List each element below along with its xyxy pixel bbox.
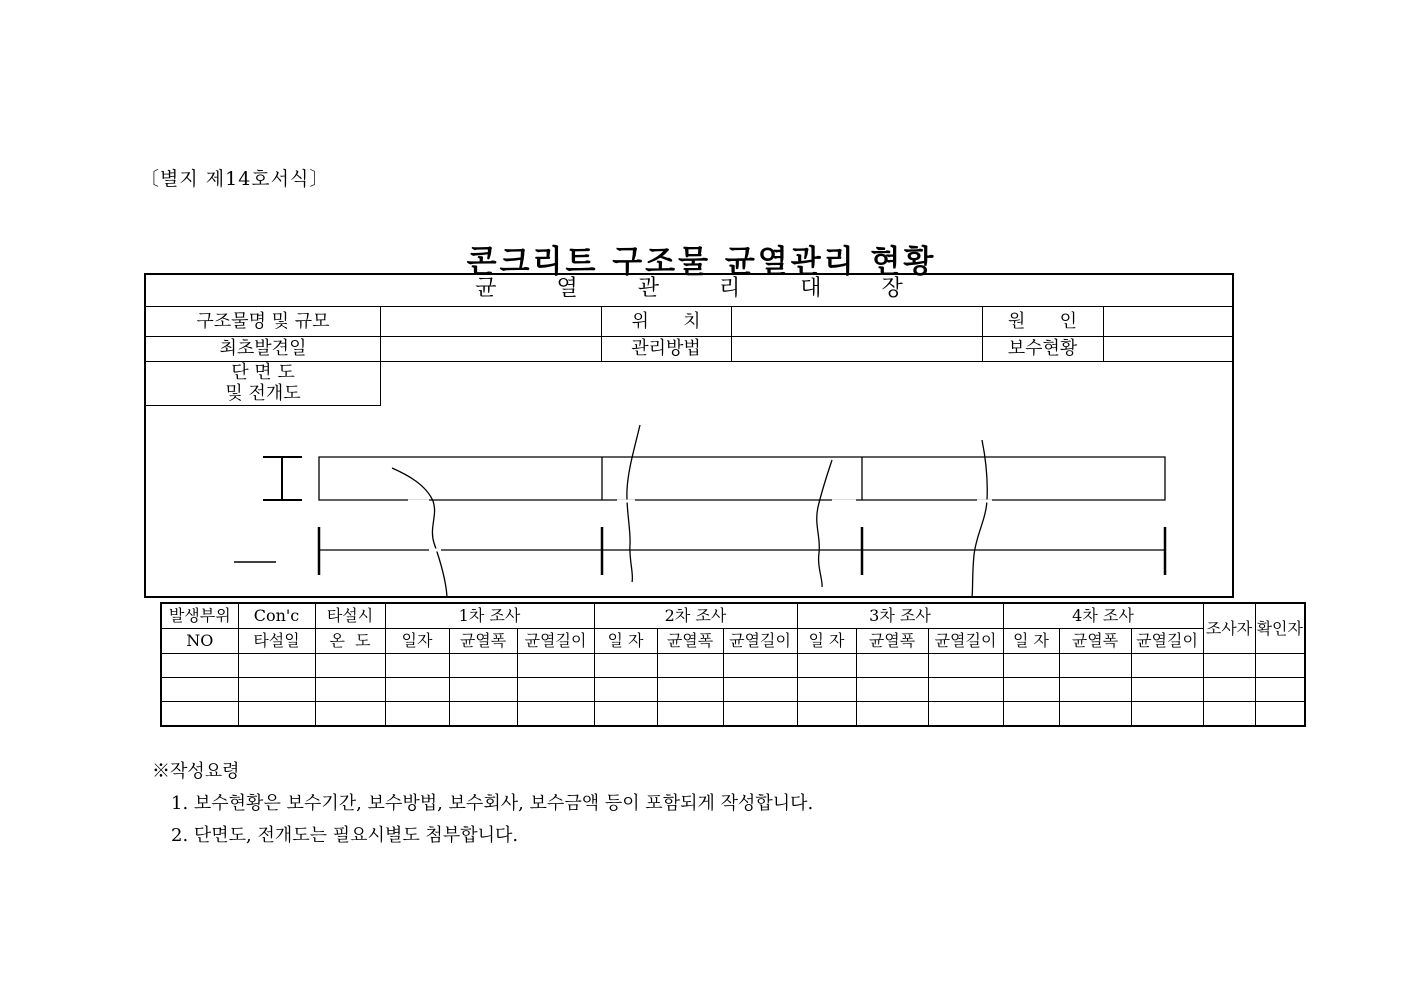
table-cell[interactable] bbox=[723, 678, 797, 702]
header-s1-width: 균열폭 bbox=[449, 629, 517, 654]
table-cell[interactable] bbox=[797, 678, 856, 702]
cause-label: 원 인 bbox=[1007, 311, 1078, 332]
elevation-tick bbox=[319, 527, 1165, 575]
table-cell[interactable] bbox=[928, 654, 1003, 678]
guideline-item: 2. 단면도, 전개도는 필요시별도 첨부합니다. bbox=[171, 825, 519, 846]
table-cell[interactable] bbox=[1131, 702, 1203, 727]
section-drawing-label-line1: 단 면 도 bbox=[231, 362, 295, 383]
table-cell[interactable] bbox=[385, 654, 449, 678]
table-cell[interactable] bbox=[1131, 678, 1203, 702]
table-cell[interactable] bbox=[449, 678, 517, 702]
table-cell[interactable] bbox=[315, 702, 385, 727]
table-row bbox=[161, 678, 1305, 702]
header-s1-length: 균열길이 bbox=[517, 629, 594, 654]
table-cell[interactable] bbox=[1203, 654, 1255, 678]
table-cell[interactable] bbox=[1059, 678, 1131, 702]
table-cell[interactable] bbox=[928, 702, 1003, 727]
ledger-header-char: 장 bbox=[881, 276, 903, 301]
table-row bbox=[161, 702, 1305, 727]
table-cell[interactable] bbox=[1059, 702, 1131, 727]
table-cell[interactable] bbox=[315, 678, 385, 702]
header-s1-date: 일자 bbox=[385, 629, 449, 654]
header-s2-width: 균열폭 bbox=[657, 629, 723, 654]
document-title: 콘크리트 구조물 균열관리 현황 bbox=[466, 244, 937, 280]
header-survey-1: 1차 조사 bbox=[385, 603, 594, 629]
table-cell[interactable] bbox=[161, 654, 238, 678]
table-cell[interactable] bbox=[723, 702, 797, 727]
header-s4-width: 균열폭 bbox=[1059, 629, 1131, 654]
table-cell[interactable] bbox=[1003, 678, 1059, 702]
section-drawing-label-line2: 및 전개도 bbox=[225, 383, 301, 404]
header-s3-length: 균열길이 bbox=[928, 629, 1003, 654]
header-s2-length: 균열길이 bbox=[723, 629, 797, 654]
ledger-header-char: 대 bbox=[800, 276, 822, 301]
management-method-label: 관리방법 bbox=[631, 338, 701, 359]
table-cell[interactable] bbox=[928, 678, 1003, 702]
crack-line bbox=[627, 425, 640, 582]
table-cell[interactable] bbox=[385, 678, 449, 702]
writing-guidelines bbox=[152, 756, 813, 852]
crack-line bbox=[817, 460, 832, 587]
table-cell[interactable] bbox=[856, 702, 928, 727]
table-cell[interactable] bbox=[1255, 702, 1305, 727]
table-cell[interactable] bbox=[517, 678, 594, 702]
table-cell[interactable] bbox=[1003, 702, 1059, 727]
table-cell[interactable] bbox=[315, 654, 385, 678]
table-cell[interactable] bbox=[594, 654, 657, 678]
table-cell[interactable] bbox=[238, 654, 315, 678]
table-cell[interactable] bbox=[856, 678, 928, 702]
repair-status-label: 보수현황 bbox=[1007, 338, 1078, 359]
ledger-header-char: 균 bbox=[475, 276, 497, 301]
header-investigator: 조사자 bbox=[1203, 603, 1255, 654]
form-number-label: 〔별지 제14호서식〕 bbox=[140, 168, 330, 190]
table-cell[interactable] bbox=[1059, 654, 1131, 678]
table-cell[interactable] bbox=[449, 702, 517, 727]
ledger-header-char: 열 bbox=[556, 276, 578, 301]
table-cell[interactable] bbox=[1131, 654, 1203, 678]
crack-line bbox=[972, 440, 987, 596]
header-temperature: 타설시 bbox=[315, 603, 385, 629]
table-cell[interactable] bbox=[657, 678, 723, 702]
beam-outline bbox=[319, 457, 1165, 500]
crack-line bbox=[392, 468, 447, 596]
location-label: 위 치 bbox=[631, 311, 701, 332]
structure-name-label: 구조물명 및 규모 bbox=[196, 311, 330, 332]
header-pour-date: 타설일 bbox=[238, 629, 315, 654]
table-cell[interactable] bbox=[1255, 654, 1305, 678]
table-cell[interactable] bbox=[238, 702, 315, 727]
crack-section-drawing bbox=[146, 275, 1232, 596]
table-cell[interactable] bbox=[517, 702, 594, 727]
header-s2-date: 일 자 bbox=[594, 629, 657, 654]
section-symbol bbox=[263, 457, 302, 500]
table-cell[interactable] bbox=[1255, 678, 1305, 702]
header-survey-2: 2차 조사 bbox=[594, 603, 797, 629]
table-row bbox=[161, 654, 1305, 678]
header-s3-width: 균열폭 bbox=[856, 629, 928, 654]
header-confirmer: 확인자 bbox=[1255, 603, 1305, 654]
header-s4-length: 균열길이 bbox=[1131, 629, 1203, 654]
table-cell[interactable] bbox=[594, 678, 657, 702]
table-cell[interactable] bbox=[797, 654, 856, 678]
header-location: 발생부위 bbox=[161, 603, 238, 629]
header-pour-temp: 온 도 bbox=[315, 629, 385, 654]
header-concrete: Con'c bbox=[238, 603, 315, 629]
table-cell[interactable] bbox=[161, 678, 238, 702]
table-cell[interactable] bbox=[161, 702, 238, 727]
table-cell[interactable] bbox=[657, 654, 723, 678]
ledger-header-char: 리 bbox=[719, 276, 741, 301]
table-cell[interactable] bbox=[856, 654, 928, 678]
table-cell[interactable] bbox=[238, 678, 315, 702]
table-cell[interactable] bbox=[517, 654, 594, 678]
crack-survey-table bbox=[160, 602, 1306, 727]
table-cell[interactable] bbox=[1003, 654, 1059, 678]
guideline-item: 1. 보수현황은 보수기간, 보수방법, 보수회사, 보수금액 등이 포함되게 작성합니다. bbox=[171, 793, 814, 814]
ledger-header-char: 관 bbox=[637, 276, 659, 301]
header-survey-4: 4차 조사 bbox=[1003, 603, 1203, 629]
beam-joint bbox=[602, 457, 862, 500]
crack-ledger-box bbox=[144, 273, 1234, 598]
header-s4-date: 일 자 bbox=[1003, 629, 1059, 654]
table-cell[interactable] bbox=[657, 702, 723, 727]
guidelines-heading: ※작성요령 bbox=[152, 761, 240, 782]
table-cell[interactable] bbox=[594, 702, 657, 727]
table-cell[interactable] bbox=[449, 654, 517, 678]
header-s3-date: 일 자 bbox=[797, 629, 856, 654]
table-cell[interactable] bbox=[723, 654, 797, 678]
table-cell[interactable] bbox=[1203, 702, 1255, 727]
header-no: NO bbox=[161, 629, 238, 654]
table-cell[interactable] bbox=[385, 702, 449, 727]
first-found-date-label: 최초발견일 bbox=[219, 338, 307, 359]
header-survey-3: 3차 조사 bbox=[797, 603, 1003, 629]
table-cell[interactable] bbox=[797, 702, 856, 727]
table-cell[interactable] bbox=[1203, 678, 1255, 702]
